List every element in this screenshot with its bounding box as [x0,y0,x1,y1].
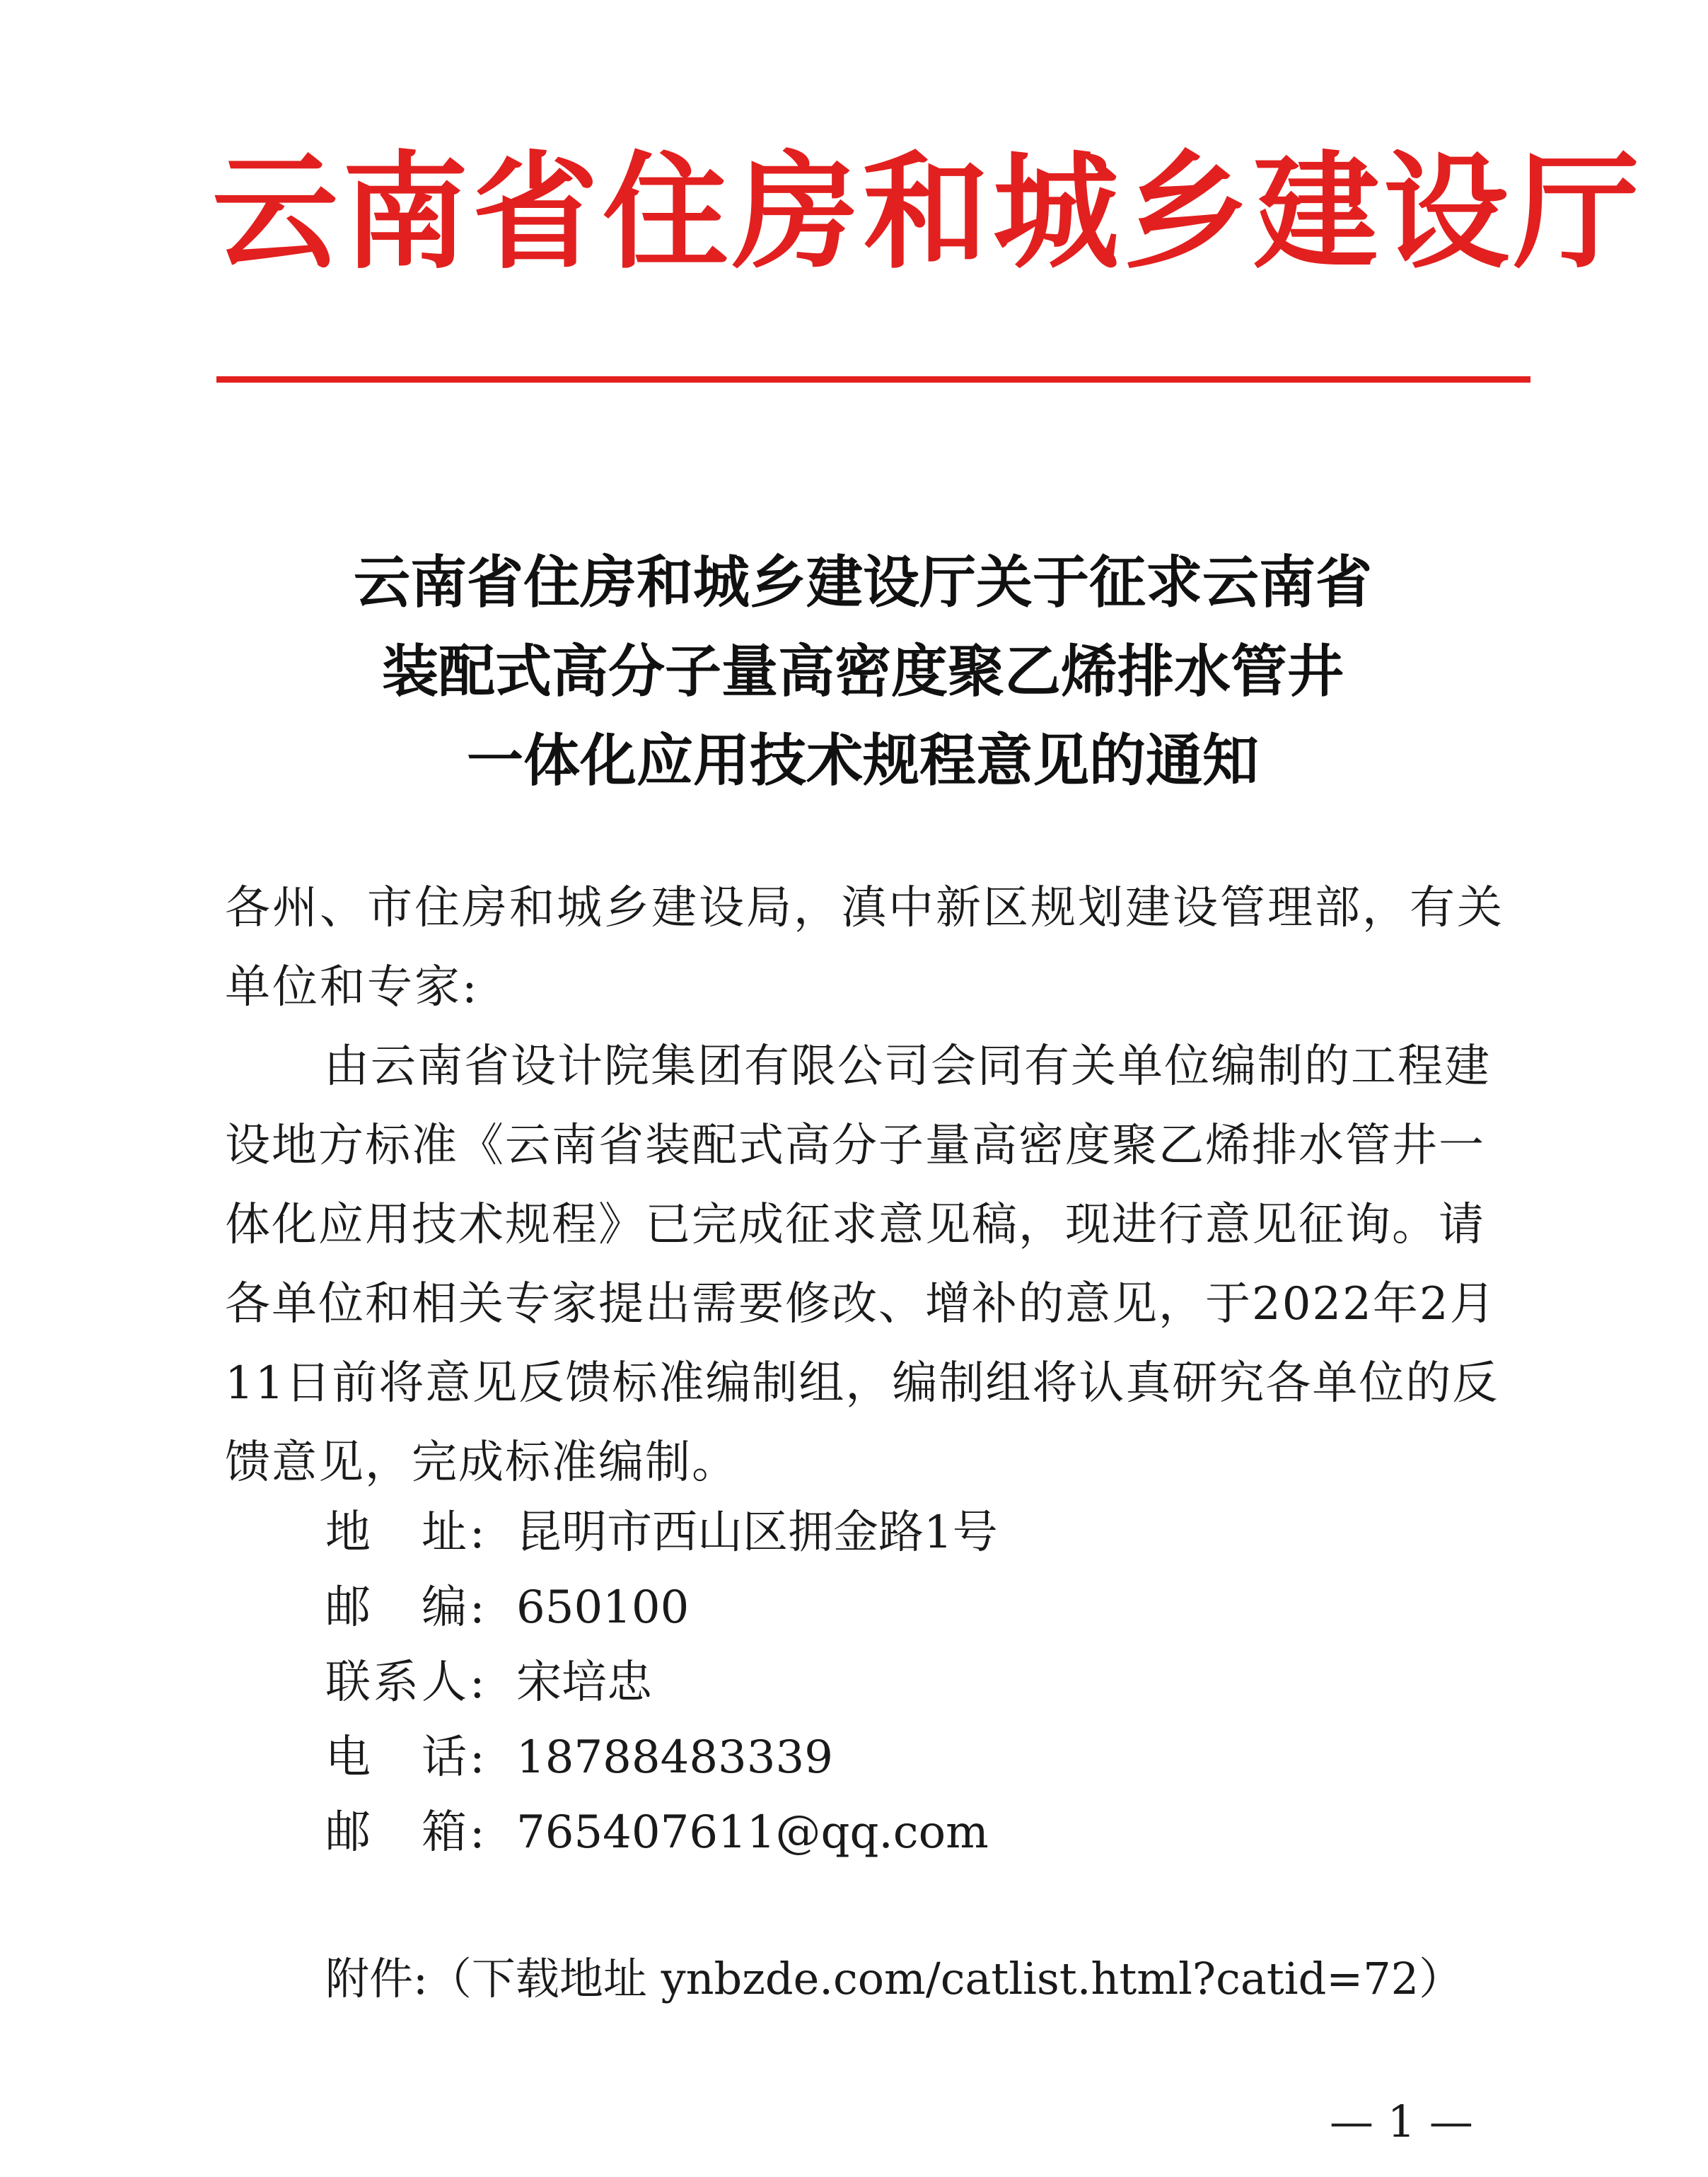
contact-value: 18788483339 [516,1731,833,1784]
contact-row-phone [325,1720,1457,1795]
document-title-line-3: 一体化应用技术规程意见的通知 [467,727,1259,794]
salutation: 各州、市住房和城乡建设局，滇中新区规划建设管理部，有关单位和专家: [225,882,1504,1014]
document-title-line-2: 装配式高分子量高密度聚乙烯排水管井 [382,638,1344,704]
contact-value: 765407611@qq.com [516,1806,989,1859]
contact-label: 邮 编: [325,1581,488,1634]
page-number: — 1 — [1330,2096,1473,2147]
attachment-note: 附件:（下载地址 ynbzde.com/catlist.html?catid=72） [325,1953,1463,2004]
contact-row-postcode [325,1570,1457,1645]
contact-value: 昆明市西山区拥金路1号 [516,1507,998,1559]
header-red-rule [216,376,1530,383]
contact-row-address [325,1495,1457,1570]
contact-label: 邮 箱: [325,1806,488,1859]
contact-list [325,1495,1457,1870]
contact-row-email [325,1795,1457,1870]
header-org-name: 云南省住房和城乡建设厅 [212,138,1644,286]
document-title [212,538,1514,805]
contact-row-person [325,1645,1457,1720]
contact-label: 电 话: [325,1731,488,1784]
document-title-line-1: 云南省住房和城乡建设厅关于征求云南省 [354,549,1372,615]
body-paragraph: 由云南省设计院集团有限公司会同有关单位编制的工程建设地方标准《云南省装配式高分子量高密度聚乙烯排水管井一体化应用技术规程》已完成征求意见稿，现进行意见征询。请各单位和相关专家提出需要修改、增补的意见，于2022年2月11日前将意见反馈标准编制组，编制组将认真研究各单位的反馈意见，完成标准编制。 [225,1040,1499,1489]
contact-label: 地 址: [325,1507,488,1559]
contact-label: 联系人: [325,1656,488,1709]
contact-value: 宋培忠 [516,1656,652,1709]
contact-value: 650100 [516,1581,690,1634]
